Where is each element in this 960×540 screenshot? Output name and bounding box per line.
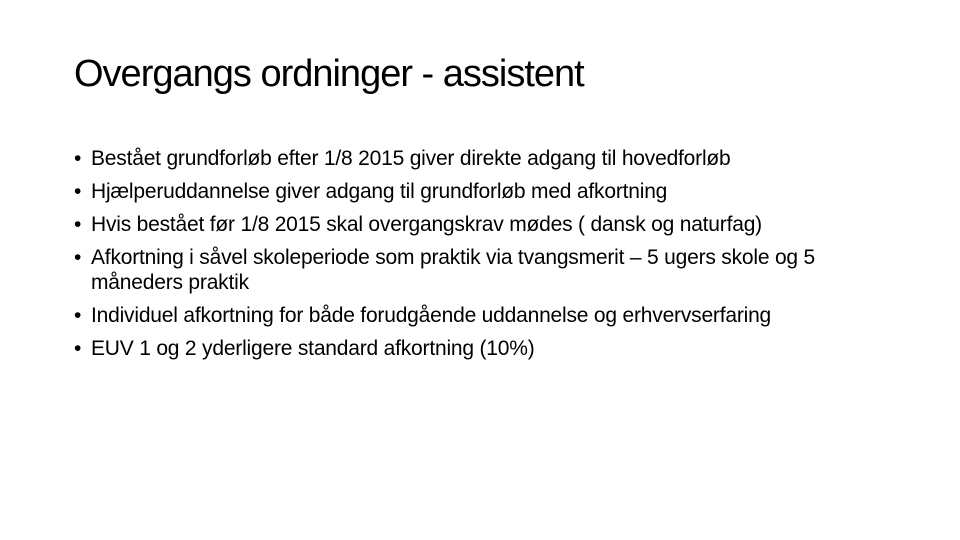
bullet-dot-icon: • (74, 246, 82, 269)
bullet-list (74, 146, 894, 369)
bullet-dot-icon: • (74, 180, 82, 203)
bullet-item (74, 303, 894, 328)
bullet-text: Hvis bestået før 1/8 2015 skal overgangskrav mødes ( dansk og naturfag) (91, 213, 762, 236)
bullet-text: Individuel afkortning for både forudgående uddannelse og erhvervserfaring (91, 304, 772, 327)
bullet-item (74, 336, 894, 361)
bullet-item (74, 212, 894, 237)
bullet-dot-icon: • (74, 147, 82, 170)
bullet-text: Hjælperuddannelse giver adgang til grundforløb med afkortning (91, 180, 668, 203)
bullet-dot-icon: • (74, 304, 82, 327)
bullet-dot-icon: • (74, 213, 82, 236)
bullet-dot-icon: • (74, 337, 82, 360)
bullet-item (74, 245, 894, 295)
bullet-item (74, 146, 894, 171)
bullet-text: Bestået grundforløb efter 1/8 2015 giver direkte adgang til hovedforløb (91, 147, 731, 170)
slide-title: Overgangs ordninger - assistent (74, 53, 584, 95)
bullet-item (74, 179, 894, 204)
bullet-text: Afkortning i såvel skoleperiode som praktik via tvangsmerit – 5 ugers skole og 5 måneders praktik (91, 246, 816, 294)
bullet-text: EUV 1 og 2 yderligere standard afkortning (10%) (91, 337, 535, 360)
